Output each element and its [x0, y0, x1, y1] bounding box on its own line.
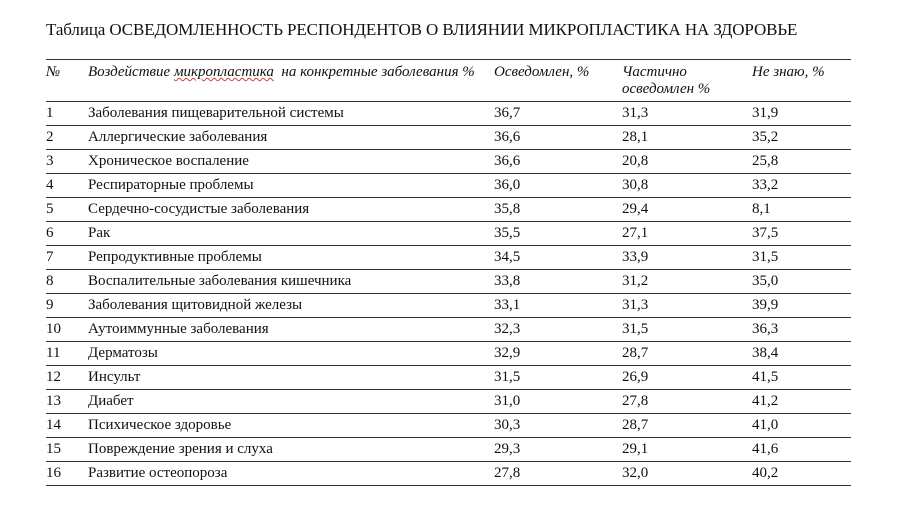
- disease-name: Рак: [88, 222, 494, 246]
- partial-percent: 29,4: [622, 198, 752, 222]
- row-number: 11: [46, 342, 88, 366]
- partial-percent: 31,3: [622, 294, 752, 318]
- row-number: 9: [46, 294, 88, 318]
- header-unknown: Не знаю, %: [752, 60, 851, 102]
- disease-name: Развитие остеопороза: [88, 462, 494, 486]
- row-number: 10: [46, 318, 88, 342]
- partial-percent: 20,8: [622, 150, 752, 174]
- disease-name: Хроническое воспаление: [88, 150, 494, 174]
- unknown-percent: 41,6: [752, 438, 851, 462]
- aware-percent: 35,8: [494, 198, 622, 222]
- partial-percent: 26,9: [622, 366, 752, 390]
- table-row: [46, 462, 851, 486]
- aware-percent: 29,3: [494, 438, 622, 462]
- unknown-percent: 8,1: [752, 198, 851, 222]
- row-number: 12: [46, 366, 88, 390]
- table-row: [46, 270, 851, 294]
- row-number: 7: [46, 246, 88, 270]
- table-row: [46, 438, 851, 462]
- table-row: [46, 414, 851, 438]
- header-impact-suffix: на конкретные заболевания %: [273, 64, 475, 80]
- table-row: [46, 366, 851, 390]
- disease-name: Заболевания щитовидной железы: [88, 294, 494, 318]
- aware-percent: 33,1: [494, 294, 622, 318]
- table-caption: Таблица ОСВЕДОМЛЕННОСТЬ РЕСПОНДЕНТОВ О ВЛИЯНИИ МИКРОПЛАСТИКА НА ЗДОРОВЬЕ: [46, 20, 798, 39]
- table-row: [46, 222, 851, 246]
- aware-percent: 31,5: [494, 366, 622, 390]
- disease-name: Повреждение зрения и слуха: [88, 438, 494, 462]
- row-number: 8: [46, 270, 88, 294]
- partial-percent: 30,8: [622, 174, 752, 198]
- table-row: [46, 294, 851, 318]
- partial-percent: 32,0: [622, 462, 752, 486]
- unknown-percent: 35,2: [752, 126, 851, 150]
- unknown-percent: 35,0: [752, 270, 851, 294]
- disease-name: Аутоиммунные заболевания: [88, 318, 494, 342]
- disease-name: Инсульт: [88, 366, 494, 390]
- partial-percent: 31,3: [622, 102, 752, 126]
- aware-percent: 30,3: [494, 414, 622, 438]
- disease-name: Аллергические заболевания: [88, 126, 494, 150]
- aware-percent: 36,6: [494, 126, 622, 150]
- row-number: 16: [46, 462, 88, 486]
- unknown-percent: 36,3: [752, 318, 851, 342]
- partial-percent: 27,1: [622, 222, 752, 246]
- table-row: [46, 102, 851, 126]
- unknown-percent: 33,2: [752, 174, 851, 198]
- aware-percent: 33,8: [494, 270, 622, 294]
- aware-percent: 27,8: [494, 462, 622, 486]
- unknown-percent: 38,4: [752, 342, 851, 366]
- disease-name: Воспалительные заболевания кишечника: [88, 270, 494, 294]
- unknown-percent: 31,5: [752, 246, 851, 270]
- row-number: 4: [46, 174, 88, 198]
- aware-percent: 32,9: [494, 342, 622, 366]
- table-row: [46, 246, 851, 270]
- row-number: 13: [46, 390, 88, 414]
- unknown-percent: 25,8: [752, 150, 851, 174]
- partial-percent: 31,5: [622, 318, 752, 342]
- row-number: 5: [46, 198, 88, 222]
- unknown-percent: 41,5: [752, 366, 851, 390]
- unknown-percent: 37,5: [752, 222, 851, 246]
- aware-percent: 35,5: [494, 222, 622, 246]
- table-body: [46, 102, 851, 486]
- table-row: [46, 126, 851, 150]
- table-row: [46, 198, 851, 222]
- aware-percent: 34,5: [494, 246, 622, 270]
- row-number: 14: [46, 414, 88, 438]
- table-header-row: [46, 60, 851, 102]
- aware-percent: 36,6: [494, 150, 622, 174]
- header-partial: Частично осведомлен %: [622, 60, 752, 102]
- aware-percent: 36,7: [494, 102, 622, 126]
- partial-percent: 28,7: [622, 414, 752, 438]
- awareness-table: [46, 59, 851, 486]
- partial-percent: 27,8: [622, 390, 752, 414]
- table-row: [46, 318, 851, 342]
- unknown-percent: 41,0: [752, 414, 851, 438]
- disease-name: Психическое здоровье: [88, 414, 494, 438]
- header-impact: [88, 60, 494, 102]
- aware-percent: 36,0: [494, 174, 622, 198]
- disease-name: Диабет: [88, 390, 494, 414]
- table-row: [46, 150, 851, 174]
- unknown-percent: 31,9: [752, 102, 851, 126]
- partial-percent: 28,7: [622, 342, 752, 366]
- table-row: [46, 342, 851, 366]
- disease-name: Респираторные проблемы: [88, 174, 494, 198]
- aware-percent: 32,3: [494, 318, 622, 342]
- unknown-percent: 39,9: [752, 294, 851, 318]
- header-impact-prefix: Воздействие: [88, 64, 174, 80]
- partial-percent: 29,1: [622, 438, 752, 462]
- aware-percent: 31,0: [494, 390, 622, 414]
- disease-name: Сердечно-сосудистые заболевания: [88, 198, 494, 222]
- table-row: [46, 174, 851, 198]
- row-number: 3: [46, 150, 88, 174]
- unknown-percent: 40,2: [752, 462, 851, 486]
- header-impact-word: микропластика: [173, 64, 274, 80]
- table-row: [46, 390, 851, 414]
- row-number: 1: [46, 102, 88, 126]
- disease-name: Дерматозы: [88, 342, 494, 366]
- row-number: 15: [46, 438, 88, 462]
- header-aware: Осведомлен, %: [494, 60, 622, 102]
- unknown-percent: 41,2: [752, 390, 851, 414]
- disease-name: Заболевания пищеварительной системы: [88, 102, 494, 126]
- partial-percent: 28,1: [622, 126, 752, 150]
- disease-name: Репродуктивные проблемы: [88, 246, 494, 270]
- row-number: 2: [46, 126, 88, 150]
- partial-percent: 31,2: [622, 270, 752, 294]
- header-num: №: [46, 60, 88, 102]
- partial-percent: 33,9: [622, 246, 752, 270]
- row-number: 6: [46, 222, 88, 246]
